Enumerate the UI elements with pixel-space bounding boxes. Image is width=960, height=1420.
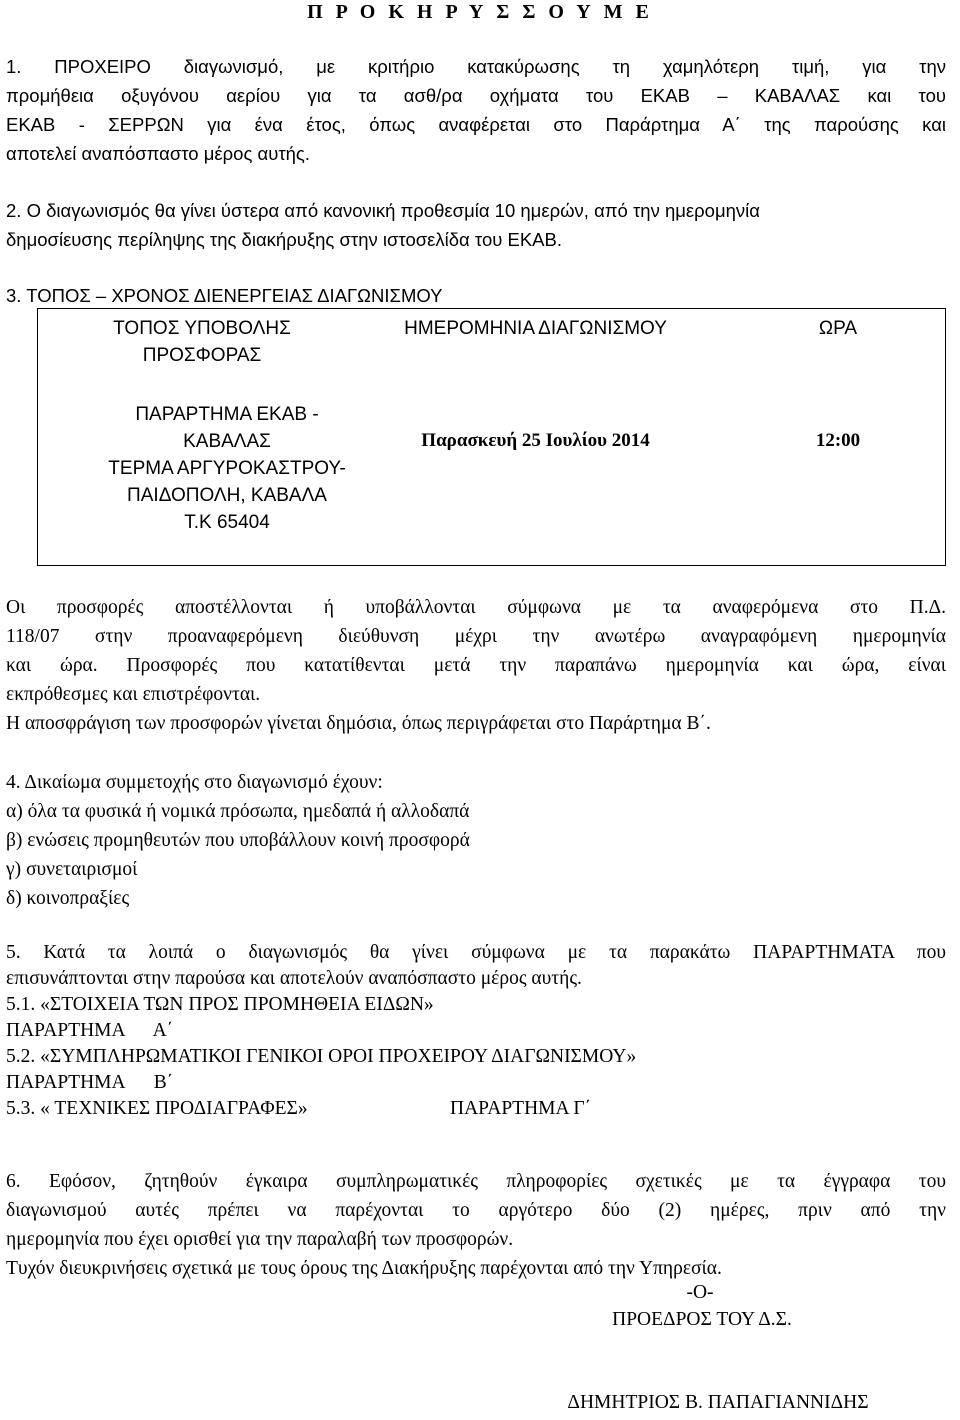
table-cell-place-line: ΠΑΙΔΟΠΟΛΗ, ΚΑΒΑΛΑ — [127, 485, 327, 506]
section-2-line: δημοσίευσης περίληψης της διακήρυξης στην ιστοσελίδα του ΕΚΑΒ. — [6, 229, 562, 250]
table-cell-place-line: ΚΑΒΑΛΑΣ — [183, 431, 271, 452]
eligibility-item: β) ενώσεις προμηθευτών που υποβάλλουν κοινή προσφορά — [6, 830, 470, 851]
table-cell-time: 12:00 — [815, 430, 861, 451]
section-1-line: αποτελεί αναπόσπαστο μέρος αυτής. — [6, 143, 310, 164]
section-3-line: εκπρόθεσμες και επιστρέφονται. — [6, 684, 261, 705]
section-1-line: 1. ΠΡΟΧΕΙΡΟ διαγωνισμό, με κριτήριο κατακύρωσης τη χαμηλότερη τιμή, για την — [6, 56, 946, 77]
section-6-line: 6. Εφόσον, ζητηθούν έγκαιρα συμπληρωματικές πληροφορίες σχετικές με τα έγγραφα του — [6, 1171, 946, 1192]
table-header-place — [82, 315, 322, 369]
annex-b-label: ΠΑΡΑΡΤΗΜΑ Β΄ — [6, 1072, 174, 1093]
table-cell-place-line: ΠΑΡΑΡΤΗΜΑ ΕΚΑΒ - — [135, 404, 319, 425]
table-cell-date: Παρασκευή 25 Ιουλίου 2014 — [421, 430, 650, 451]
section-4-heading: 4. Δικαίωμα συμμετοχής στο διαγωνισμό έχουν: — [6, 772, 383, 793]
eligibility-item: δ) κοινοπραξίες — [6, 888, 130, 909]
section-3-heading-text: 3. ΤΟΠΟΣ – ΧΡΟΝΟΣ ΔΙΕΝΕΡΓΕΙΑΣ ΔΙΑΓΩΝΙΣΜΟΥ — [6, 285, 443, 306]
section-6-line: ημερομηνία που έχει ορισθεί για την παραλαβή των προσφορών. — [6, 1229, 514, 1250]
closing-mark: -Ο- — [686, 1282, 714, 1303]
section-3-line: και ώρα. Προσφορές που κατατίθενται μετά την παραπάνω ημερομηνία και ώρα, είναι — [6, 655, 946, 676]
section-1 — [6, 52, 946, 168]
annex-c-row — [6, 1096, 946, 1122]
table-cell-place — [82, 401, 372, 536]
table-header-time: ΩΡΑ — [818, 318, 858, 339]
signatory-role: ΠΡΟΕΔΡΟΣ ΤΟΥ Δ.Σ. — [612, 1309, 792, 1330]
signatory-name: ΔΗΜΗΤΡΙΟΣ Β. ΠΑΠΑΓΙΑΝΝΙΔΗΣ — [567, 1392, 869, 1413]
annex-c-title: 5.3. « ΤΕΧΝΙΚΕΣ ΠΡΟΔΙΑΓΡΑΦΕΣ» — [6, 1098, 308, 1119]
section-3-line: Οι προσφορές αποστέλλονται ή υποβάλλονται σύμφωνα με τα αναφερόμενα στο Π.Δ. — [6, 597, 946, 618]
section-5-line: 5. Κατά τα λοιπά ο διαγωνισμός θα γίνει σύμφωνα με τα παρακάτω ΠΑΡΑΡΤΗΜΑΤΑ που — [6, 942, 946, 963]
section-6 — [6, 1167, 946, 1283]
section-1-line: προμήθεια οξυγόνου αερίου για τα ασθ/ρα οχήματα του ΕΚΑΒ – ΚΑΒΑΛΑΣ και του — [6, 85, 946, 106]
eligibility-item: α) όλα τα φυσικά ή νομικά πρόσωπα, ημεδαπά ή αλλοδαπά — [6, 801, 470, 822]
section-1-line: ΕΚΑΒ - ΣΕΡΡΩΝ για ένα έτος, όπως αναφέρεται στο Παράρτημα Α΄ της παρούσης και — [6, 114, 946, 135]
section-6-line: διαγωνισμού αυτές πρέπει να παρέχονται το αργότερο δύο (2) ημέρες, πριν από την — [6, 1200, 946, 1221]
annex-a-title: 5.1. «ΣΤΟΙΧΕΙΑ ΤΩΝ ΠΡΟΣ ΠΡΟΜΗΘΕΙΑ ΕΙΔΩΝ» — [6, 994, 434, 1015]
table-header-place-line: ΤΟΠΟΣ ΥΠΟΒΟΛΗΣ — [113, 318, 291, 339]
table-cell-place-line: Τ.Κ 65404 — [184, 512, 270, 533]
annex-a-label: ΠΑΡΑΡΤΗΜΑ Α΄ — [6, 1020, 174, 1041]
document-title: Π Ρ Ο Κ Η Ρ Υ Σ Σ Ο Υ Μ Ε — [307, 1, 653, 23]
section-6-line: Τυχόν διευκρινήσεις σχετικά με τους όρους της Διακήρυξης παρέχονται από την Υπηρεσία. — [6, 1258, 722, 1279]
table-header-date: ΗΜΕΡΟΜΗΝΙΑ ΔΙΑΓΩΝΙΣΜΟΥ — [404, 318, 667, 339]
section-3-heading — [6, 284, 946, 308]
annex-c-label: ΠΑΡΑΡΤΗΜΑ Γ΄ — [450, 1098, 592, 1119]
section-5-line: επισυνάπτονται στην παρούσα και αποτελούν αναπόσπαστο μέρος αυτής. — [6, 968, 582, 989]
section-3-body — [6, 593, 946, 738]
section-3-line: 118/07 στην προαναφερόμενη διεύθυνση μέχρι την ανωτέρω αναγραφόμενη ημερομηνία — [6, 626, 946, 647]
annex-b-title: 5.2. «ΣΥΜΠΛΗΡΩΜΑΤΙΚΟΙ ΓΕΝΙΚΟΙ ΟΡΟΙ ΠΡΟΧΕΙΡΟΥ ΔΙΑΓΩΝΙΣΜΟΥ» — [6, 1046, 637, 1067]
eligibility-item: γ) συνεταιρισμοί — [6, 859, 138, 880]
section-3-line: Η αποσφράγιση των προσφορών γίνεται δημόσια, όπως περιγράφεται στο Παράρτημα Β΄. — [6, 713, 711, 734]
section-5 — [6, 940, 946, 1122]
table-cell-place-line: ΤΕΡΜΑ ΑΡΓΥΡΟΚΑΣΤΡΟΥ- — [108, 458, 346, 479]
section-2-line: 2. Ο διαγωνισμός θα γίνει ύστερα από κανονική προθεσμία 10 ημερών, από την ημερομηνία — [6, 200, 760, 221]
section-4 — [6, 768, 946, 913]
section-2 — [6, 196, 946, 254]
table-header-place-line: ΠΡΟΣΦΟΡΑΣ — [142, 345, 262, 366]
tender-schedule-table — [37, 308, 946, 566]
